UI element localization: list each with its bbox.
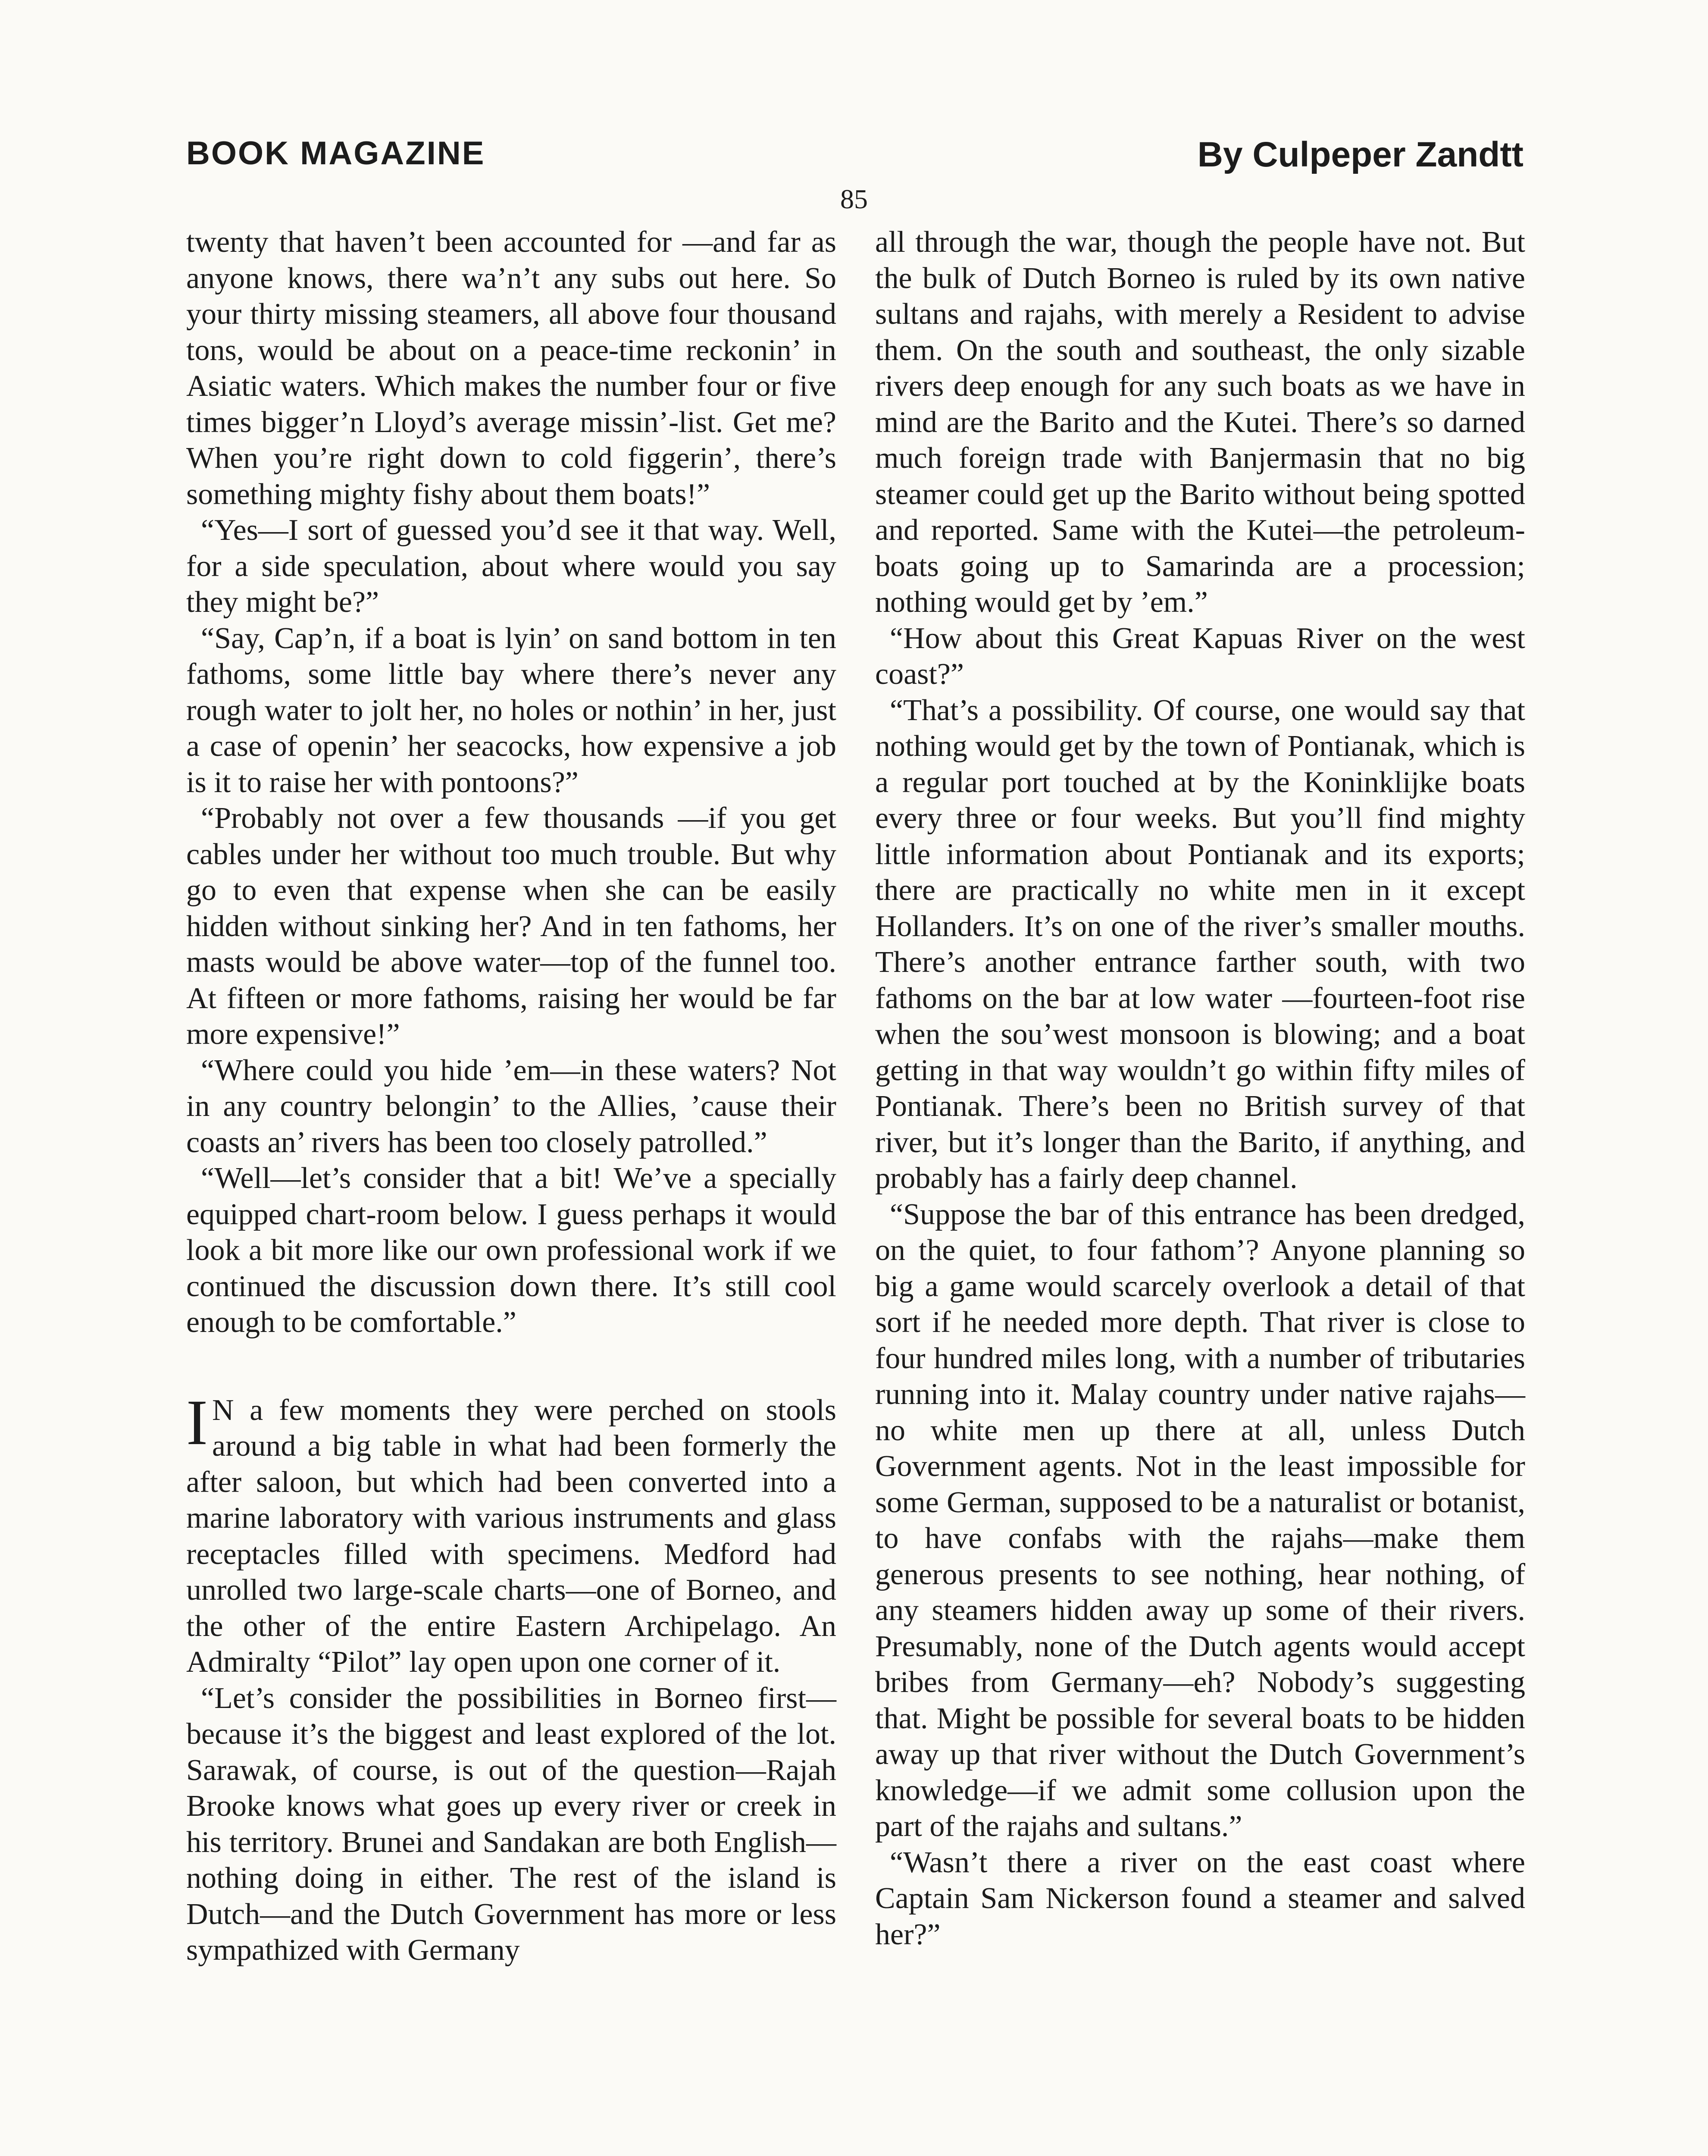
paragraph: twenty that haven’t been accounted for —and far as anyone knows, there wa’n’t any subs out here. So your thirty missing steamers, all above four thousand tons, would be about on a peace-time reckonin’ in Asiatic waters. Which makes the number four or five times bigger’n Lloyd’s average missin’-list. Get me? When you’re right down to cold figgerin’, there’s something mighty fishy about them boats!”: [186, 226, 836, 511]
magazine-title: BOOK MAGAZINE: [186, 135, 485, 172]
paragraph: “Yes—I sort of guessed you’d see it that way. Well, for a side speculation, about where would you say they might be?”: [186, 514, 836, 619]
paragraph: all through the war, though the people have not. But the bulk of Dutch Borneo is ruled by its own native sultans and rajahs, with merely a Resident to advise them. On the south and southeast, the only sizable rivers deep enough for any such boats as we have in mind are the Barito and the Kutei. There’s so darned much foreign trade with Banjermasin that no big steamer could get up the Barito without being spotted and reported. Same with the Kutei—the petroleum-boats going up to Samarinda are a procession; nothing would get by ’em.”: [875, 226, 1525, 619]
section-paragraph-text: N a few moments they were perched on stools around a big table in what had been formerly the after saloon, but which had been converted into a marine laboratory with various instruments and glass receptacles filled with specimens. Medford had unrolled two large-scale charts—one of Borneo, and the other of the entire Eastern Archipelago. An Admiralty “Pilot” lay open upon one corner of it.: [186, 1393, 836, 1679]
paragraph: “Say, Cap’n, if a boat is lyin’ on sand bottom in ten fathoms, some little bay where there’s never any rough water to jolt her, no holes or nothin’ in her, just a case of openin’ her seacocks, how expensive a job is it to raise her with pontoons?”: [186, 621, 836, 799]
paragraph: “Probably not over a few thousands —if you get cables under her without too much trouble. But why go to even that expense when she can be easily hidden without sinking her? And in ten fathoms, her masts would be above water—top of the funnel too. At fifteen or more fathoms, raising her would be far more expensive!”: [186, 802, 836, 1051]
drop-cap: I: [186, 1386, 208, 1458]
section-paragraph: [186, 1386, 836, 1680]
page-number: 85: [840, 184, 868, 214]
right-column: [875, 224, 1525, 1952]
paragraph: “Where could you hide ’em—in these waters? Not in any country belongin’ to the Allies, ’cause their coasts an’ rivers has been too closely patrolled.”: [186, 1053, 836, 1159]
paragraph: “How about this Great Kapuas River on the west coast?”: [875, 621, 1525, 691]
paragraph: “Let’s consider the possibilities in Borneo first—because it’s the biggest and least explored of the lot. Sarawak, of course, is out of the question—Rajah Brooke knows what goes up every river or creek in his territory. Brunei and Sandakan are both English—nothing doing in either. The rest of the island is Dutch—and the Dutch Government has more or less sympathized with Germany: [186, 1681, 836, 1967]
paragraph: “That’s a possibility. Of course, one would say that nothing would get by the town of Pontianak, which is a regular port touched at by the Koninklijke boats every three or four weeks. But you’ll find mighty little information about Pontianak and its exports; there are practically no white men in it except Hollanders. It’s on one of the river’s smaller mouths. There’s another entrance farther south, with two fathoms on the bar at low water —fourteen-foot rise when the sou’west monsoon is blowing; and a boat getting in that way wouldn’t go within fifty miles of Pontianak. There’s been no British survey of that river, but it’s longer than the Barito, if anything, and probably has a fairly deep channel.: [875, 693, 1525, 1195]
paragraph: “Well—let’s consider that a bit! We’ve a specially equipped chart-room below. I guess perhaps it would look a bit more like our own professional work if we continued the discussion down there. It’s still cool enough to be comfortable.”: [186, 1162, 836, 1339]
paragraph: “Suppose the bar of this entrance has been dredged, on the quiet, to four fathom’? Anyone planning so big a game would scarcely overlook a detail of that sort if he needed more depth. That river is close to four hundred miles long, with a number of tributaries running into it. Malay country under native rajahs—no white men up there at all, unless Dutch Government agents. Not in the least impossible for some German, supposed to be a naturalist or botanist, to have confabs with the rajahs—make them generous presents to see nothing, hear nothing, of any steamers hidden away up some of their rivers. Presumably, none of the Dutch agents would accept bribes from Germany—eh? Nobody’s suggesting that. Might be possible for several boats to be hidden away up that river without the Dutch Government’s knowledge—if we admit some collusion upon the part of the rajahs and sultans.”: [875, 1197, 1525, 1843]
left-column: [186, 224, 836, 1968]
paragraph: “Wasn’t there a river on the east coast where Captain Sam Nickerson found a steamer and salved her?”: [875, 1846, 1525, 1951]
author-byline: By Culpeper Zandtt: [1197, 135, 1523, 174]
